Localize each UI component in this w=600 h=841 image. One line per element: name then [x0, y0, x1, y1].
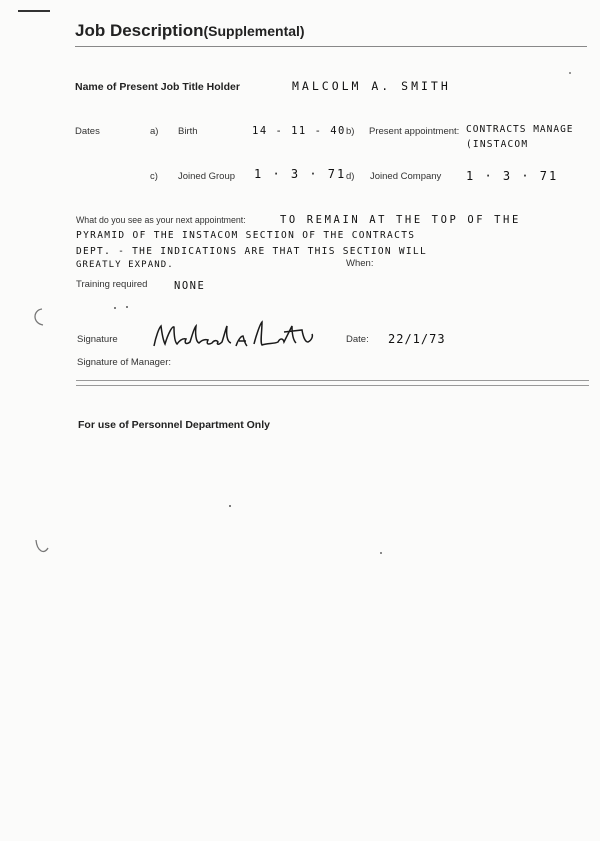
corner-dash — [18, 10, 50, 12]
training-value: NONE — [174, 280, 206, 292]
handwritten-signature — [150, 318, 320, 358]
dates-d-marker: d) — [346, 171, 355, 182]
speck-dot — [114, 307, 116, 309]
speck-dot — [569, 72, 571, 74]
joined-group-label: Joined Group — [178, 171, 236, 182]
title-rule — [75, 46, 587, 47]
date-label: Date: — [346, 334, 369, 345]
dates-c-marker: c) — [150, 171, 158, 182]
next-appointment-line4: GREATLY EXPAND. — [76, 260, 174, 270]
speck-dot — [380, 552, 382, 554]
speck-dot — [229, 505, 231, 507]
joined-group-value: 1 · 3 · 71 — [254, 167, 347, 181]
date-value: 22/1/73 — [388, 332, 446, 346]
punch-hole-mark — [32, 537, 50, 559]
form-title-suffix: (Supplemental) — [203, 23, 305, 39]
present-appointment-value-line1: CONTRACTS MANAGE — [466, 124, 574, 135]
birth-label: Birth — [178, 126, 198, 137]
punch-hole-mark — [30, 306, 48, 328]
section-rule-bottom — [76, 385, 589, 386]
form-title-main: Job Description — [75, 21, 204, 40]
form-title — [75, 21, 305, 41]
signature-label: Signature — [77, 334, 118, 345]
holder-label: Name of Present Job Title Holder — [75, 81, 240, 93]
next-appointment-line3: DEPT. - THE INDICATIONS ARE THAT THIS SECTION WILL — [76, 246, 427, 257]
dates-a-marker: a) — [150, 126, 159, 137]
joined-company-label: Joined Company — [370, 171, 442, 182]
next-appointment-line2: PYRAMID OF THE INSTACOM SECTION OF THE CONTRACTS — [76, 230, 416, 241]
next-appointment-line1: TO REMAIN AT THE TOP OF THE — [280, 214, 521, 226]
birth-value: 14 - 11 - 40 — [252, 125, 346, 137]
next-appointment-label: What do you see as your next appointment: — [76, 215, 246, 225]
present-appointment-label: Present appointment: — [369, 126, 460, 137]
holder-value: MALCOLM A. SMITH — [292, 79, 451, 93]
personnel-label: For use of Personnel Department Only — [78, 419, 270, 431]
manager-signature-label: Signature of Manager: — [77, 357, 172, 368]
training-label: Training required — [76, 279, 148, 290]
dates-b-marker: b) — [346, 126, 355, 137]
speck-dot — [126, 306, 128, 308]
joined-company-value: 1 · 3 · 71 — [466, 169, 559, 183]
section-rule-top — [76, 380, 589, 381]
when-label: When: — [346, 258, 374, 269]
dates-label: Dates — [75, 126, 100, 137]
present-appointment-value-line2: (INSTACOM — [466, 139, 529, 150]
